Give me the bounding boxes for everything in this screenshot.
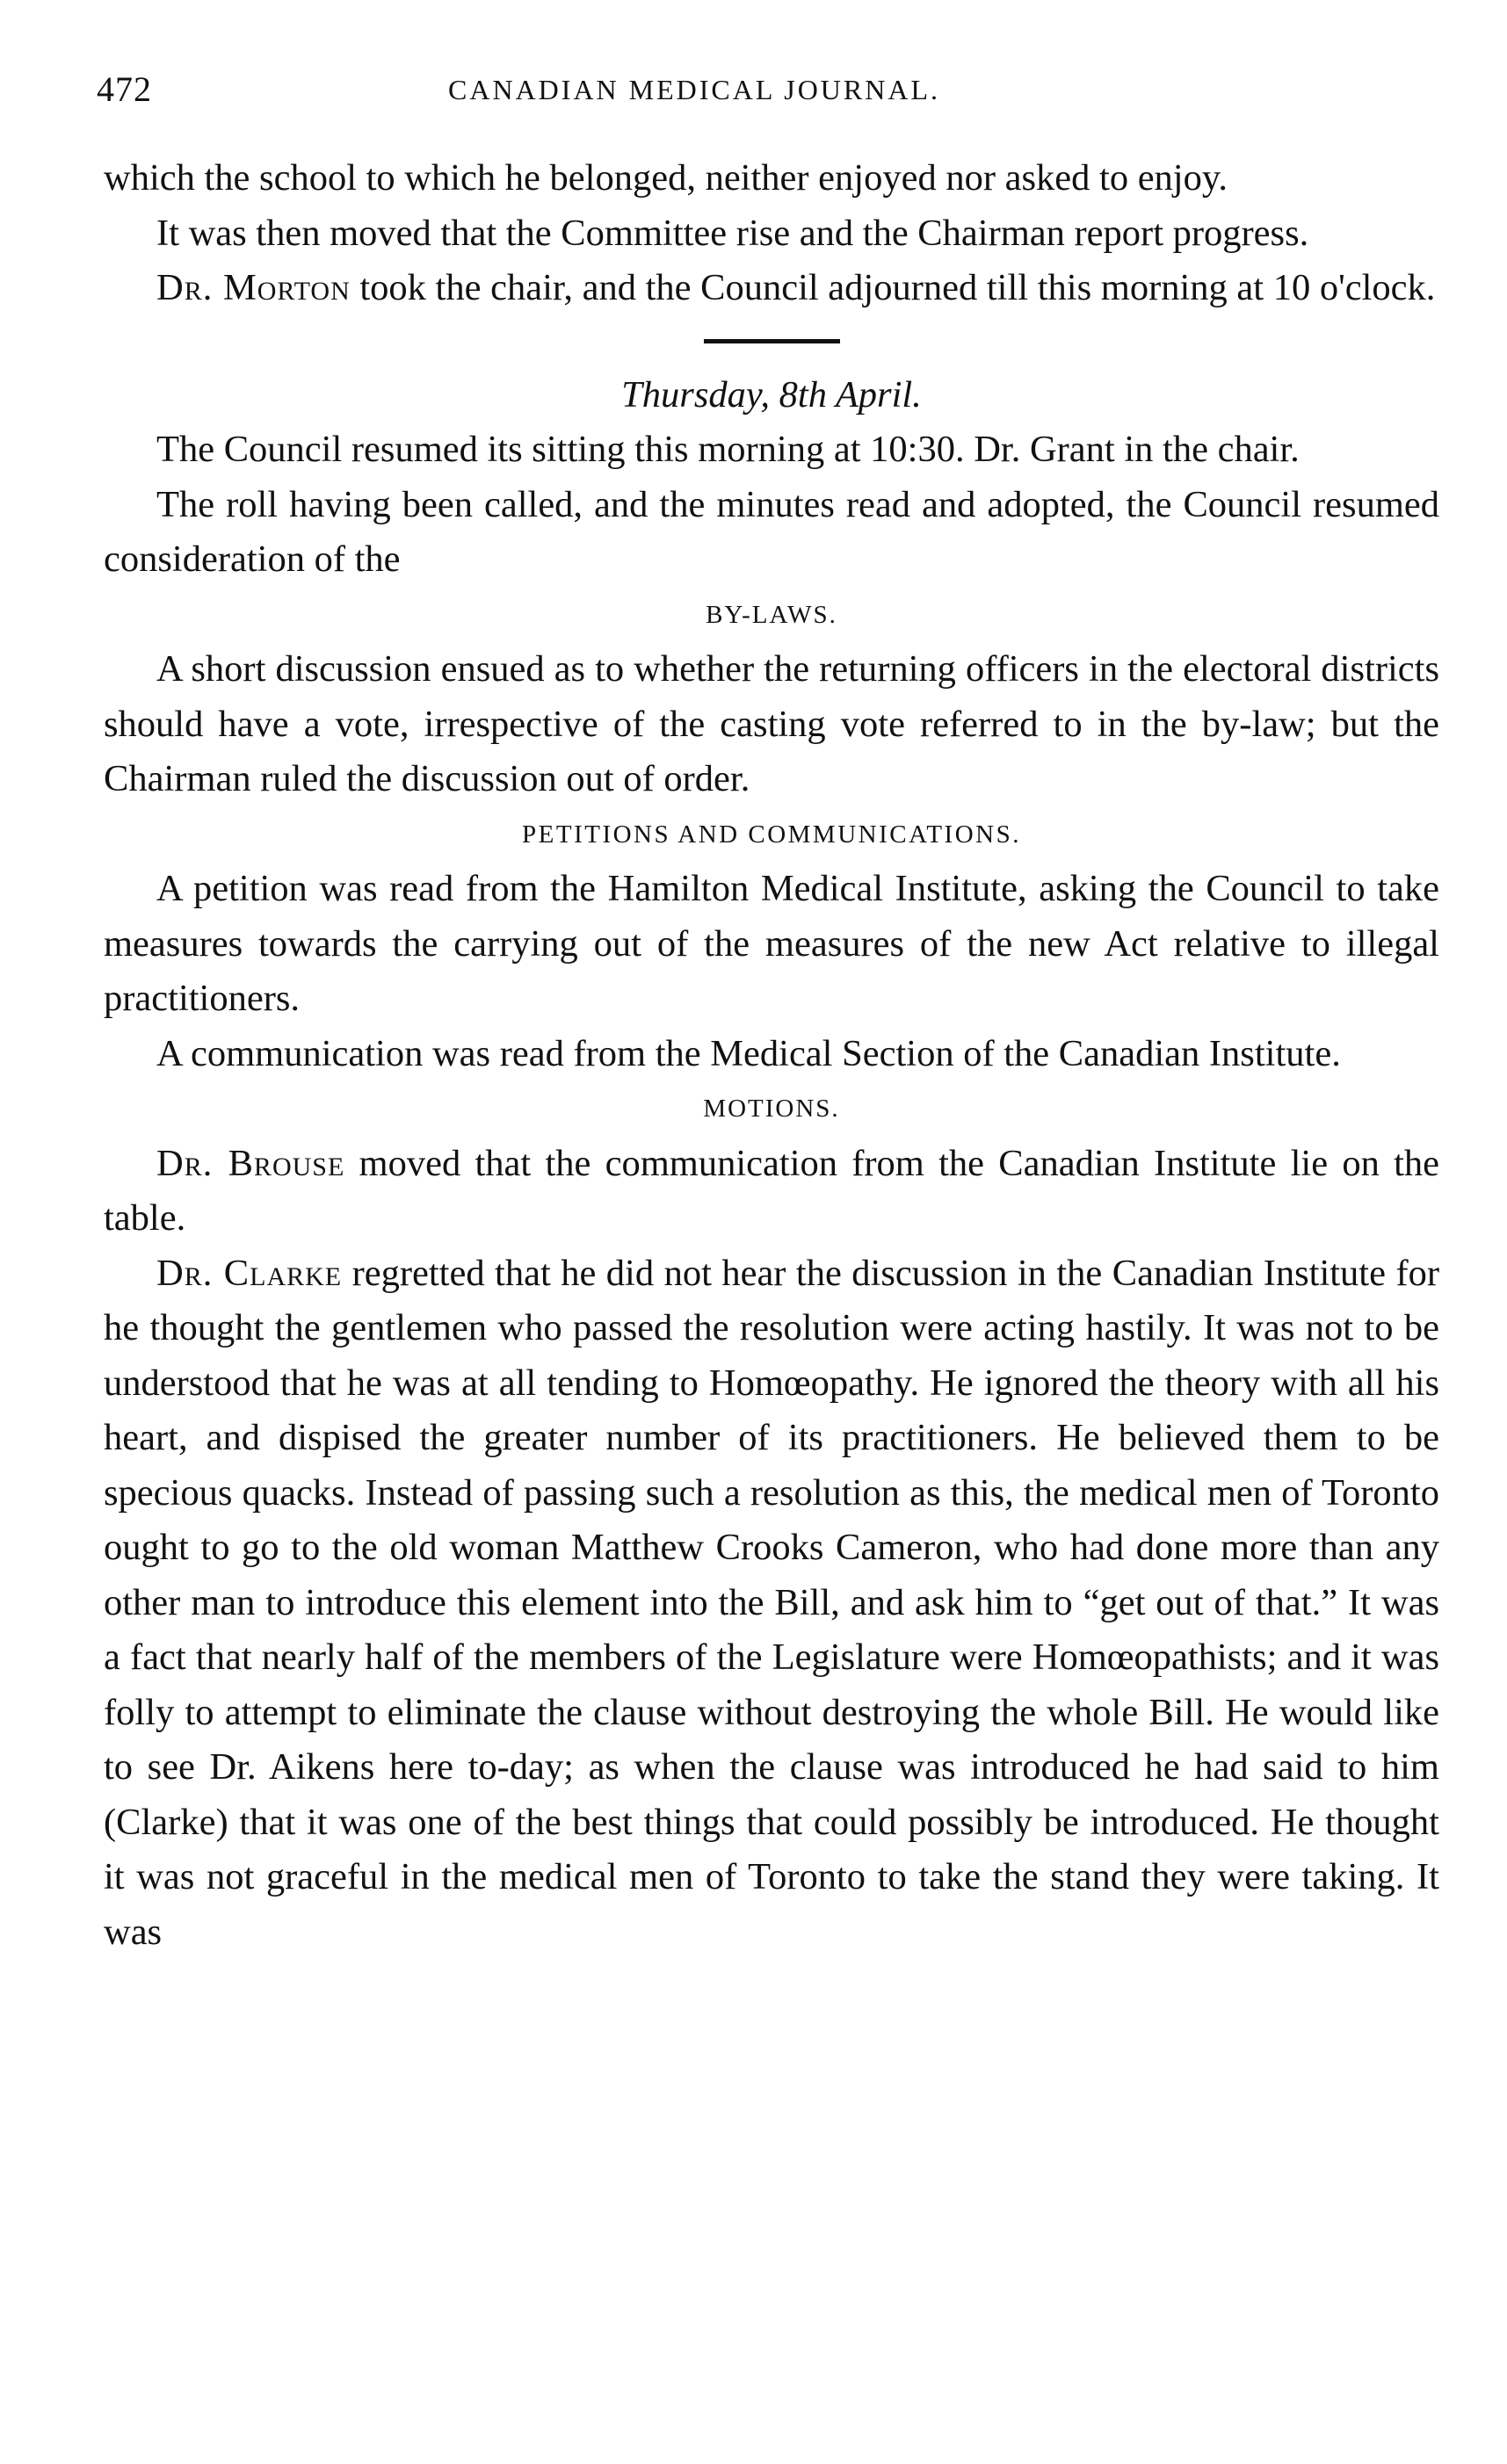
speaker-name: Dr. Brouse — [156, 1142, 345, 1184]
speaker-name: Dr. Clarke — [156, 1252, 343, 1294]
paragraph-text: took the chair, and the Council adjourned till this morning at 10 o'clock. — [350, 267, 1436, 308]
session-date: Thursday, 8th April. — [621, 373, 922, 415]
journal-title: CANADIAN MEDICAL JOURNAL. — [448, 74, 941, 105]
section-heading-petitions: PETITIONS AND COMMUNICATIONS. — [522, 820, 1021, 849]
paragraph-roll-call: The roll having been called, and the minutes read and adopted, the Council resumed consideration of the — [104, 483, 1439, 580]
paragraph-communication: A communication was read from the Medical Section of the Canadian Institute. — [156, 1032, 1341, 1074]
paragraph-text: moved that the communication from the Canadian Institute lie on the table. — [104, 1142, 1439, 1239]
paragraph-continued: which the school to which he belonged, neither enjoyed nor asked to enjoy. — [104, 157, 1228, 199]
section-heading-motions: MOTIONS. — [703, 1095, 840, 1123]
paragraph-bylaw-discussion: A short discussion ensued as to whether the returning officers in the electoral districts should have a vote, irrespective of the casting vote referred to in the by-law; but the Chairman ruled the discussion out of order. — [104, 648, 1439, 799]
body-text — [104, 151, 1439, 1960]
speaker-name: Dr. Morton — [156, 267, 351, 308]
paragraph-clarke-remarks — [104, 1246, 1439, 1961]
section-heading-bylaws: BY-LAWS. — [706, 600, 837, 629]
paragraph-council-resumed: The Council resumed its sitting this morning at 10:30. Dr. Grant in the chair. — [156, 429, 1300, 470]
page-number: 472 — [97, 69, 152, 109]
paragraph-motion-brouse — [104, 1137, 1439, 1246]
running-head — [97, 69, 1450, 121]
paragraph-committee-rise: It was then moved that the Committee rise and the Chairman report progress. — [156, 212, 1309, 254]
paragraph-adjournment — [104, 261, 1439, 316]
paragraph-text: regretted that he did not hear the discussion in the Canadian Institute for he thought the gentlemen who passed the resolution were acting hastily. It was not to be understood that he was at all tending to Homœopathy. He ignored the theory with all his heart, and dispised the greater number of its practitioners. He believed them to be specious quacks. Instead of passing such a resolution as this, the medical men of Toronto ought to go to the old woman Matthew Crooks Cameron, who had done more than any other man to introduce this element into the Bill, and ask him to “get out of that.” It was a fact that nearly half of the members of the Legislature were Homœopathists; and it was folly to attempt to eliminate the clause without destroying the whole Bill. He would like to see Dr. Aikens here to-day; as when the clause was introduced he had said to him (Clarke) that it was one of the best things that could possibly be introduced. He thought it was not graceful in the medical men of Toronto to take the stand they were taking. It was — [104, 1252, 1439, 1953]
paragraph-petition: A petition was read from the Hamilton Medical Institute, asking the Council to take measures towards the carrying out of the measures of the new Act relative to illegal practitioners. — [104, 868, 1439, 1019]
section-divider-rule — [704, 339, 840, 343]
